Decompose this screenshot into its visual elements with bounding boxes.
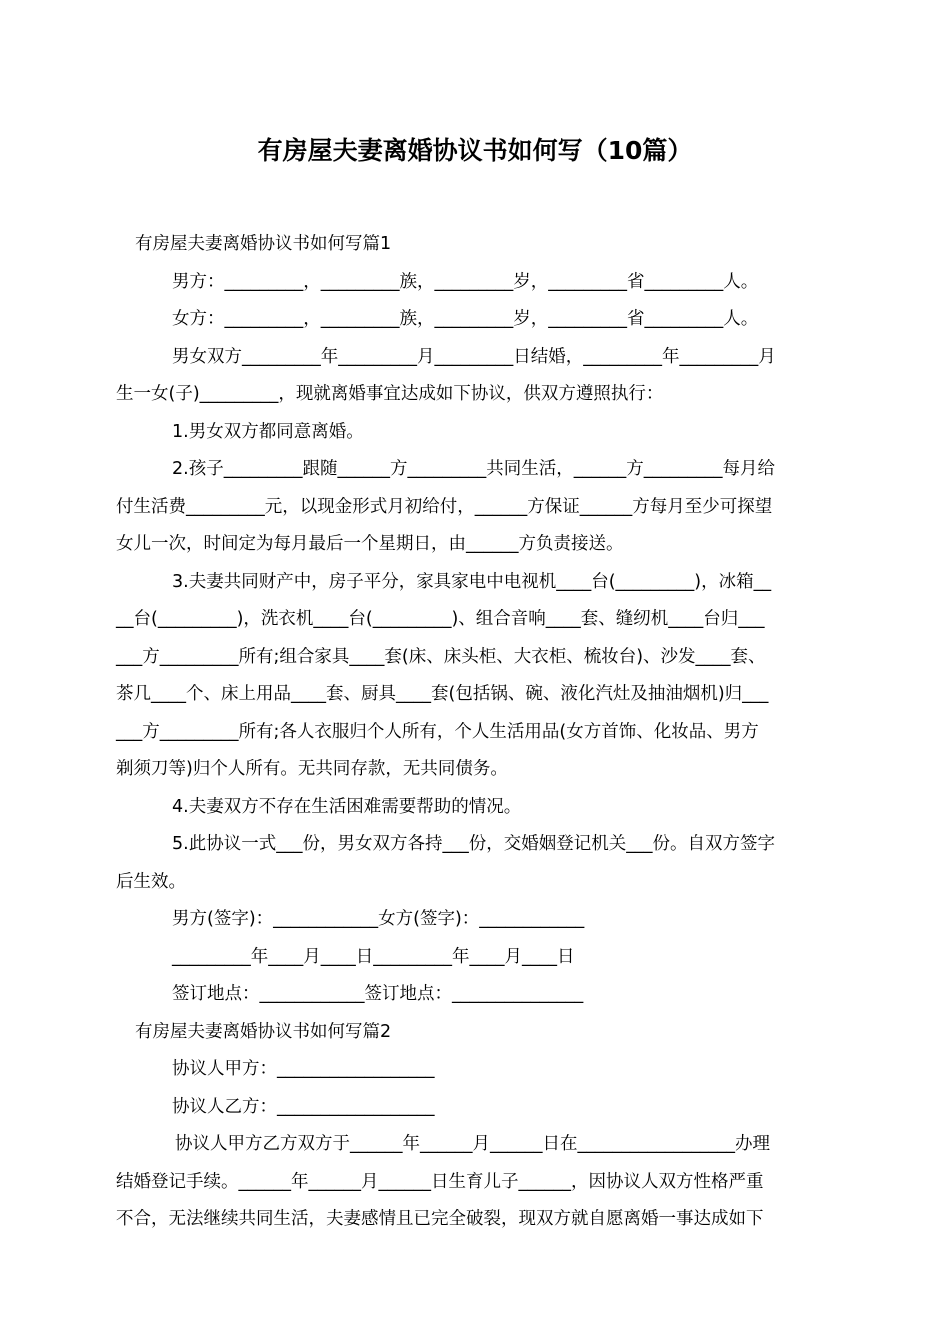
- paragraph-line: 协议人乙方：__________________: [172, 1096, 435, 1117]
- paragraph-line: 3.夫妻共同财产中，房子平分，家具家电中电视机____台(_________)，冰箱__: [172, 571, 772, 592]
- document-title: 有房屋夫妻离婚协议书如何写（10篇）: [257, 136, 693, 165]
- paragraph-line: 签订地点：____________签订地点：_______________: [172, 984, 584, 1004]
- paragraph-line: 付生活费_________元，以现金形式月初给付，______方保证______方每月至少可探望: [116, 496, 773, 517]
- paragraph-line: 5.此协议一式___份，男女双方各持___份，交婚姻登记机关___份。自双方签字: [172, 834, 775, 854]
- paragraph-line: 后生效。: [116, 871, 186, 892]
- paragraph-line: 男方：_________，_________族，_________岁，_________省_________人。: [172, 271, 759, 292]
- paragraph-line: 1.男女双方都同意离婚。: [172, 421, 364, 442]
- paragraph-line: 结婚登记手续。______年______月______日生育儿子______，因协议人双方性格严重: [116, 1171, 764, 1192]
- paragraph-line: 茶几____个、床上用品____套、厨具____套(包括锅、碗、液化汽灶及抽油烟机)归___: [116, 684, 769, 704]
- paragraph-line: 有房屋夫妻离婚协议书如何写篇1: [135, 234, 392, 254]
- paragraph-line: 协议人甲方：__________________: [172, 1059, 435, 1079]
- paragraph-line: ___方_________所有;组合家具____套(床、床头柜、大衣柜、梳妆台)、沙发____套、: [116, 646, 766, 667]
- paragraph-line: 不合，无法继续共同生活，夫妻感情且已完全破裂，现双方就自愿离婚一事达成如下: [116, 1209, 764, 1229]
- paragraph-line: 协议人甲方乙方双方于______年______月______日在__________________办理: [175, 1134, 770, 1154]
- document-body: [116, 226, 836, 1239]
- paragraph-line: 女方：_________，_________族，_________岁，_________省_________人。: [172, 309, 759, 329]
- paragraph-line: __台(_________)，洗衣机____台(_________)、组合音响____套、缝纫机____台归___: [116, 609, 765, 629]
- paragraph-line: ___方_________所有;各人衣服归个人所有，个人生活用品(女方首饰、化妆品、男方: [116, 721, 759, 742]
- paragraph-line: 女儿一次，时间定为每月最后一个星期日，由______方负责接送。: [116, 534, 624, 554]
- paragraph-line: 男女双方_________年_________月_________日结婚，_________年_________月: [172, 346, 776, 367]
- paragraph-line: 生一女(子)_________，现就离婚事宜达成如下协议，供双方遵照执行：: [116, 384, 664, 404]
- paragraph-line: 2.孩子_________跟随______方_________共同生活，______方_________每月给: [172, 459, 775, 479]
- paragraph-line: 有房屋夫妻离婚协议书如何写篇2: [135, 1021, 392, 1042]
- paragraph-line: 剃须刀等)归个人所有。无共同存款，无共同债务。: [116, 759, 508, 779]
- paragraph-line: _________年____月____日_________年____月____日: [172, 946, 575, 967]
- paragraph-line: 4.夫妻双方不存在生活困难需要帮助的情况。: [172, 796, 522, 817]
- paragraph-line: 男方(签字)：____________女方(签字)：____________: [172, 909, 585, 929]
